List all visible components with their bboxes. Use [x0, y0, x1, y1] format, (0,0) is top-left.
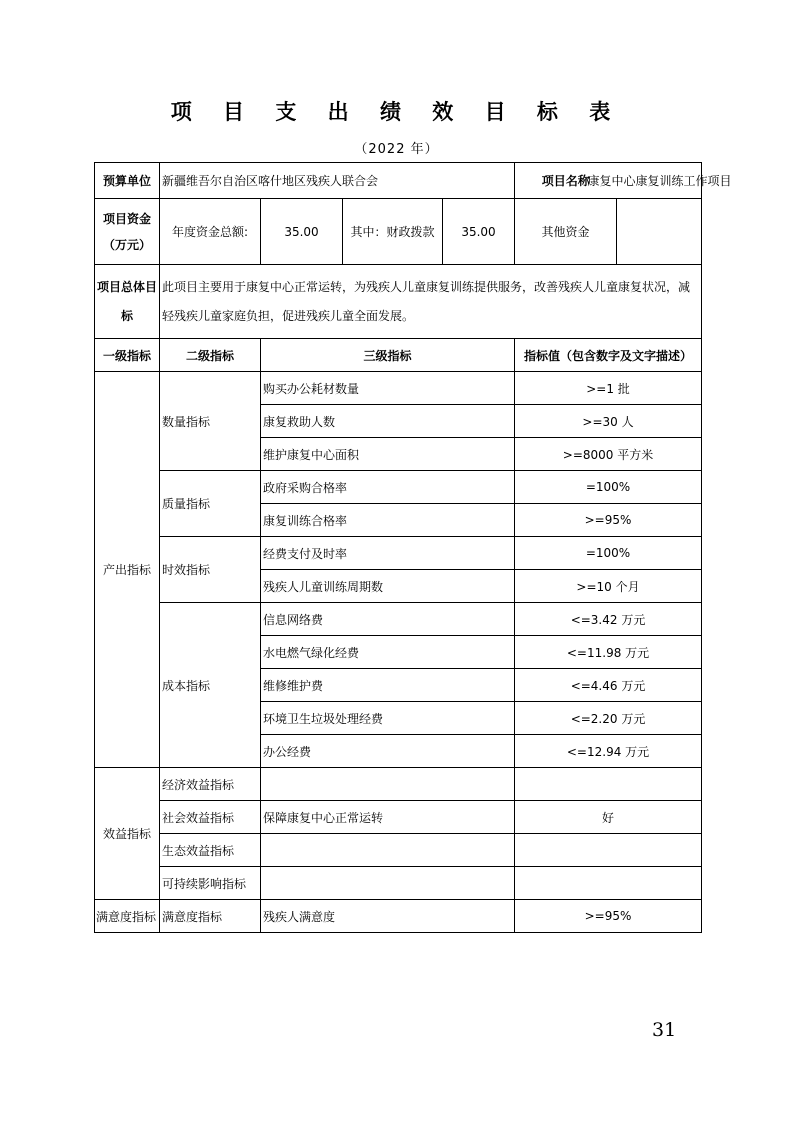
funds-row [95, 199, 702, 265]
indicator-name [261, 834, 515, 867]
other-funds-value [617, 199, 702, 265]
performance-table [94, 162, 732, 933]
benefit-level2: 可持续影响指标 [160, 867, 261, 900]
column-value: 指标值（包含数字及文字描述） [515, 339, 702, 372]
benefit-level2: 社会效益指标 [160, 801, 261, 834]
column-header-row [95, 339, 702, 372]
indicator-value: >=95% [515, 504, 702, 537]
indicator-name: 经费支付及时率 [261, 537, 515, 570]
project-name-value [587, 163, 732, 199]
project-name-label: 项目名称 [515, 163, 617, 199]
indicator-name: 维护康复中心面积 [261, 438, 515, 471]
other-funds-label: 其他资金 [515, 199, 617, 265]
benefit-level2: 经济效益指标 [160, 768, 261, 801]
annual-total-value: 35.00 [261, 199, 343, 265]
quality-label: 质量指标 [160, 471, 261, 537]
annual-total-label: 年度资金总额: [160, 199, 261, 265]
timeliness-label: 时效指标 [160, 537, 261, 603]
table-row [95, 768, 702, 801]
indicator-value: <=11.98 万元 [515, 636, 702, 669]
funds-label [95, 199, 160, 265]
indicator-name: 保障康复中心正常运转 [261, 801, 515, 834]
indicator-value: 好 [515, 801, 702, 834]
indicator-name: 水电燃气绿化经费 [261, 636, 515, 669]
benefit-level2: 生态效益指标 [160, 834, 261, 867]
table-row [95, 471, 702, 504]
indicator-name [261, 867, 515, 900]
page-number: 31 [652, 1019, 677, 1041]
indicator-value [515, 867, 702, 900]
benefit-label: 效益指标 [95, 768, 160, 900]
indicator-name: 政府采购合格率 [261, 471, 515, 504]
goal-text: 此项目主要用于康复中心正常运转，为残疾人儿童康复训练提供服务，改善残疾人儿童康复状况，减轻残疾儿童家庭负担，促进残疾儿童全面发展。 [160, 265, 702, 339]
indicator-value: >=8000 平方米 [515, 438, 702, 471]
indicator-value: >=30 人 [515, 405, 702, 438]
indicator-name: 维修维护费 [261, 669, 515, 702]
satisfaction-label: 满意度指标 [95, 900, 160, 933]
indicator-name: 康复训练合格率 [261, 504, 515, 537]
table-row [95, 372, 702, 405]
project-name-text: 康复中心康复训练工作项目 [587, 174, 732, 188]
funds-label-line2: （万元） [102, 237, 151, 252]
table-row [95, 900, 702, 933]
satisfaction-level2: 满意度指标 [160, 900, 261, 933]
header-row [95, 163, 702, 199]
column-level1: 一级指标 [95, 339, 160, 372]
goal-row [95, 265, 702, 339]
indicator-name: 残疾人儿童训练周期数 [261, 570, 515, 603]
goal-label: 项目总体目标 [95, 265, 160, 339]
indicator-name: 环境卫生垃圾处理经费 [261, 702, 515, 735]
indicator-value: <=4.46 万元 [515, 669, 702, 702]
table-row [95, 867, 702, 900]
indicator-name: 残疾人满意度 [261, 900, 515, 933]
table-row [95, 603, 702, 636]
indicator-value: =100% [515, 471, 702, 504]
indicator-value: >=10 个月 [515, 570, 702, 603]
indicator-value: >=95% [515, 900, 702, 933]
table-row [95, 801, 702, 834]
page-title: 项 目 支 出 绩 效 目 标 表 [170, 100, 623, 124]
year-label: （2022 年） [354, 142, 439, 157]
table-row [95, 537, 702, 570]
fiscal-label: 其中：财政拨款 [343, 199, 443, 265]
indicator-value: <=3.42 万元 [515, 603, 702, 636]
indicator-name: 康复救助人数 [261, 405, 515, 438]
indicator-value: <=12.94 万元 [515, 735, 702, 768]
indicator-name: 信息网络费 [261, 603, 515, 636]
fiscal-value: 35.00 [443, 199, 515, 265]
funds-label-line1: 项目资金 [102, 211, 151, 226]
column-level2: 二级指标 [160, 339, 261, 372]
quantity-label: 数量指标 [160, 372, 261, 471]
indicator-name: 购买办公耗材数量 [261, 372, 515, 405]
indicator-value [515, 834, 702, 867]
indicator-value: =100% [515, 537, 702, 570]
indicator-value: <=2.20 万元 [515, 702, 702, 735]
indicator-name: 办公经费 [261, 735, 515, 768]
cost-label: 成本指标 [160, 603, 261, 768]
column-level3: 三级指标 [261, 339, 515, 372]
indicator-value: >=1 批 [515, 372, 702, 405]
indicator-name [261, 768, 515, 801]
budget-unit-value: 新疆维吾尔自治区喀什地区残疾人联合会 [160, 163, 515, 199]
table-row [95, 834, 702, 867]
indicator-value [515, 768, 702, 801]
budget-unit-label: 预算单位 [95, 163, 160, 199]
output-label: 产出指标 [95, 372, 160, 768]
